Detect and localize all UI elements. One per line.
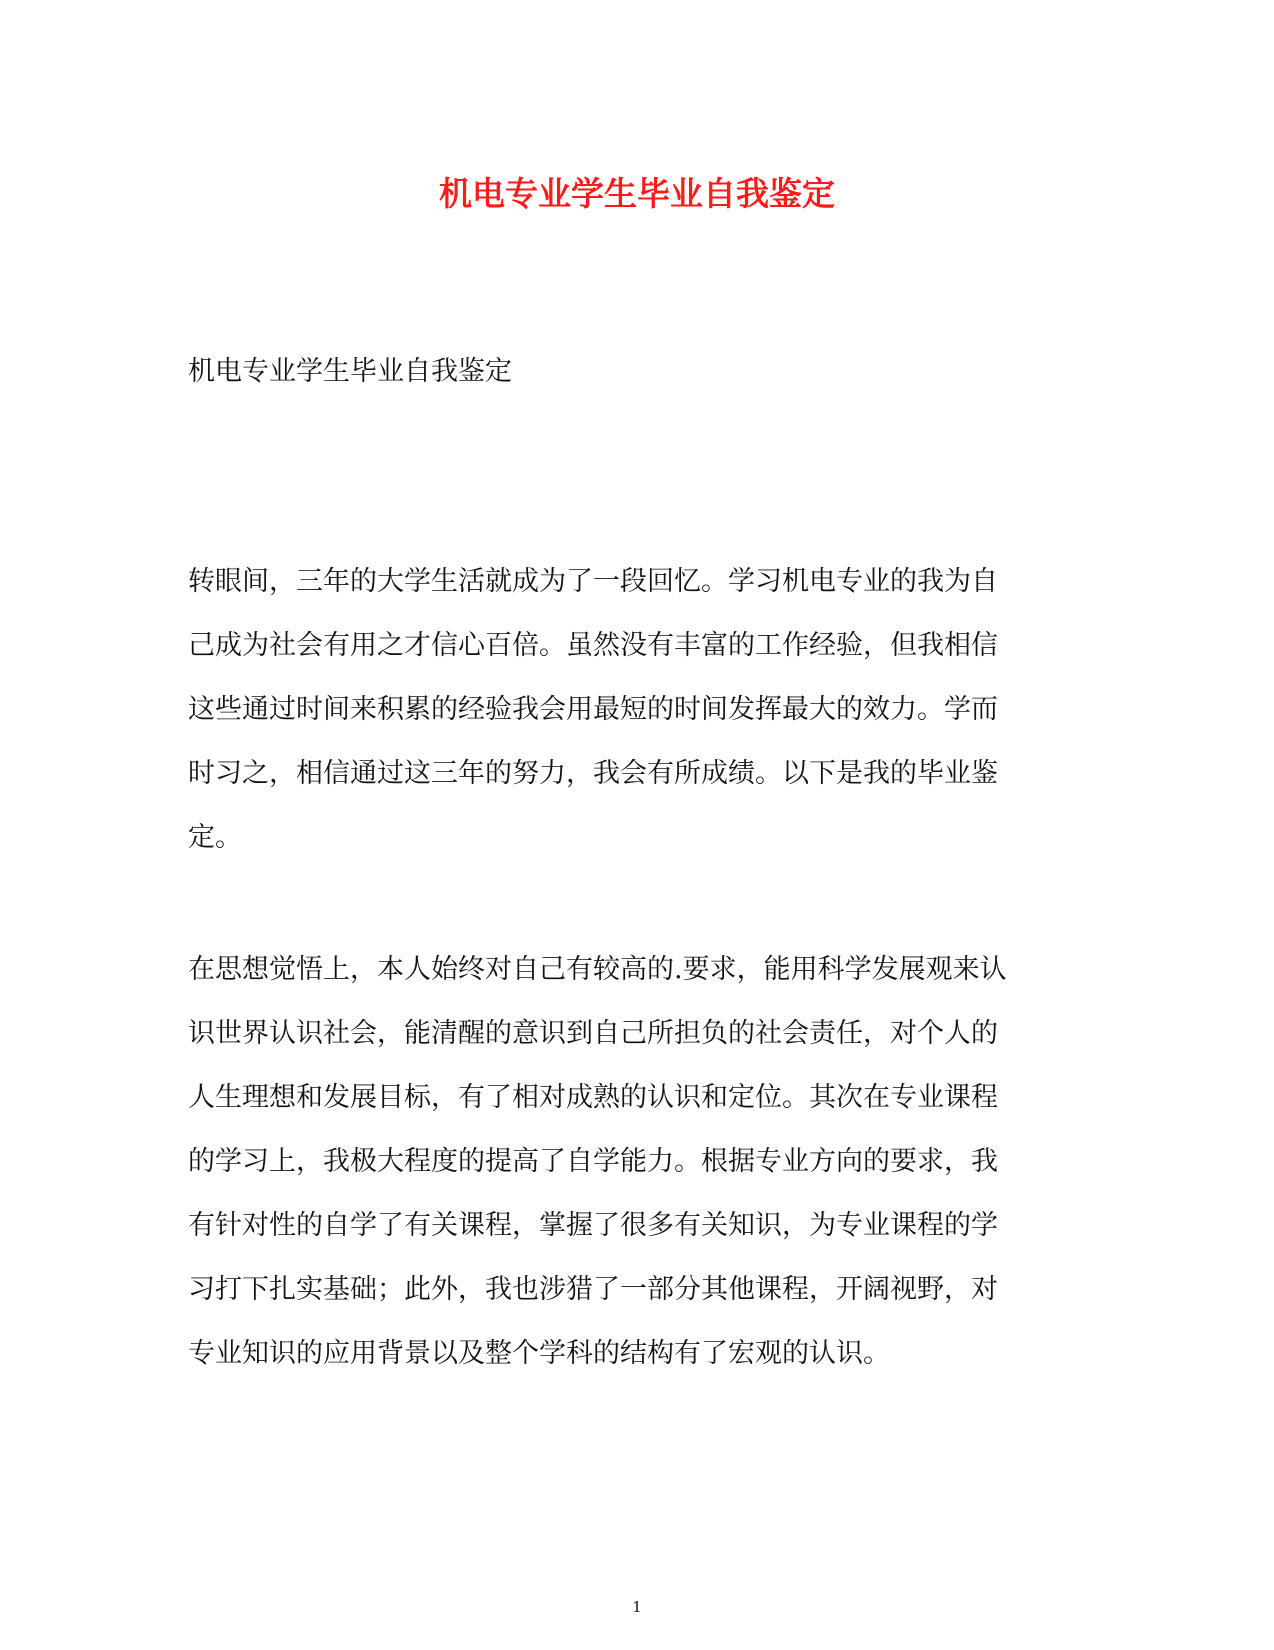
paragraph-line: 的学习上，我极大程度的提高了自学能力。根据专业方向的要求，我 [188,1146,998,1177]
page-number: 1 [632,1598,642,1616]
document-subtitle: 机电专业学生毕业自我鉴定 [188,356,512,387]
paragraph-line: 定。 [188,822,242,853]
paragraph-line: 在思想觉悟上，本人始终对自己有较高的.要求，能用科学发展观来认 [188,954,1007,985]
paragraph-1 [188,550,1078,870]
paragraph-line: 时习之，相信通过这三年的努力，我会有所成绩。以下是我的毕业鉴 [188,758,998,789]
paragraph-line: 人生理想和发展目标，有了相对成熟的认识和定位。其次在专业课程 [188,1082,998,1113]
paragraph-line: 这些通过时间来积累的经验我会用最短的时间发挥最大的效力。学而 [188,694,998,725]
paragraph-line: 习打下扎实基础；此外，我也涉猎了一部分其他课程，开阔视野，对 [188,1274,998,1305]
paragraph-line: 有针对性的自学了有关课程，掌握了很多有关知识，为专业课程的学 [188,1210,998,1241]
paragraph-2 [188,938,1078,1386]
paragraph-line: 转眼间，三年的大学生活就成为了一段回忆。学习机电专业的我为自 [188,566,998,597]
paragraph-line: 己成为社会有用之才信心百倍。虽然没有丰富的工作经验，但我相信 [188,630,998,661]
paragraph-line: 识世界认识社会，能清醒的意识到自己所担负的社会责任，对个人的 [188,1018,998,1049]
paragraph-line: 专业知识的应用背景以及整个学科的结构有了宏观的认识。 [188,1338,890,1369]
document-title: 机电专业学生毕业自我鉴定 [439,174,835,213]
